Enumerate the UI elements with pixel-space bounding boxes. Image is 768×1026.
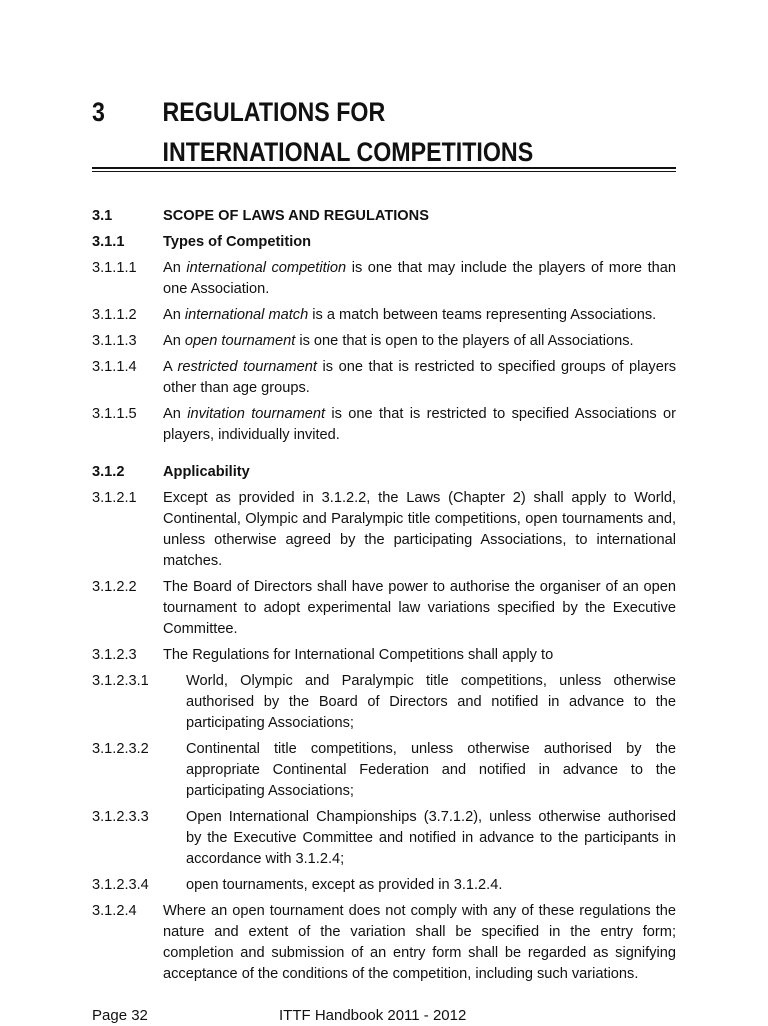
regulation-text [163,357,676,399]
regulation-text [163,258,676,300]
regulation-text: Types of Competition [163,234,312,250]
handbook-title: ITTF Handbook 2011 - 2012 [279,1007,467,1024]
regulation-item [92,875,676,896]
page-number: Page 32 [92,1007,148,1024]
regulation-text [163,404,676,446]
chapter-title-line-1: REGULATIONS FOR [162,97,386,127]
regulation-number: 3.1.2.3.2 [92,741,149,757]
regulation-item [92,645,676,666]
regulation-text: SCOPE OF LAWS AND REGULATIONS [163,208,429,224]
heading-rule-thin [92,171,676,172]
regulation-number: 3.1.1.3 [92,333,137,349]
defined-term: open tournament [184,333,296,349]
regulation-item [92,488,676,572]
defined-term: invitation tournament [187,406,326,422]
regulation-number: 3.1.2.3 [92,647,137,663]
regulation-text: The Regulations for International Competitions shall apply to [163,647,554,663]
defined-term: international competition [186,260,347,276]
chapter-number: 3 [92,97,105,127]
regulation-text: Applicability [163,464,250,480]
chapter-title [163,92,765,172]
regulation-item [92,901,676,985]
regulation-number: 3.1.2.3.4 [92,877,149,893]
regulation-text [163,305,676,326]
regulation-number: 3.1.2.3.3 [92,809,149,825]
heading-rule-thick [92,167,676,169]
regulations-body [92,206,676,990]
regulation-item [92,671,676,734]
regulation-number: 3.1.1.4 [92,359,137,375]
regulation-text-rest: is one that is restricted to specified Associations or players, individually invited. [163,406,677,443]
regulation-number: 3.1.1.5 [92,406,137,422]
regulation-text: The Board of Directors shall have power to authorise the organiser of an open tournament to adopt experimental law variations specified by the Executive Committee. [163,579,676,637]
regulation-item [92,305,676,326]
regulation-number: 3.1 [92,208,113,224]
regulation-text-rest: is one that is open to the players of all Associations. [295,333,634,349]
regulation-number: 3.1.2.1 [92,490,137,506]
regulation-text-rest: is a match between teams representing Associations. [308,307,657,323]
regulation-text: World, Olympic and Paralympic title competitions, unless otherwise authorised by the Board of Directors and notified in advance to the participating Associations; [186,673,676,731]
regulation-text-lead: A [163,359,178,375]
regulation-text: open tournaments, except as provided in 3.1.2.4. [186,877,503,893]
regulation-item [92,807,676,870]
defined-term: restricted tournament [177,359,317,375]
regulation-number: 3.1.1 [92,234,125,250]
regulation-item [92,739,676,802]
regulation-number: 3.1.2.3.1 [92,673,149,689]
defined-term: international match [184,307,309,323]
regulation-number: 3.1.2.4 [92,903,137,919]
regulation-item [92,577,676,640]
regulation-text-lead: An [163,307,185,323]
regulation-item [92,357,676,399]
regulation-number: 3.1.2 [92,464,125,480]
regulation-text [163,331,676,352]
regulation-item [92,258,676,300]
regulation-item [92,206,676,227]
regulation-text-lead: An [163,260,187,276]
regulation-text-rest: is one that may include the players of more than one Association. [163,260,677,297]
chapter-title-line-2: INTERNATIONAL COMPETITIONS [162,137,534,167]
regulation-text: Except as provided in 3.1.2.2, the Laws (Chapter 2) shall apply to World, Continental, Olympic and Paralympic title competitions, open tournaments and, unless otherwise agreed by the participating Associations, to international matches. [163,490,676,569]
regulation-text-lead: An [163,333,185,349]
regulation-item [92,232,676,253]
regulation-text-lead: An [163,406,188,422]
regulation-item [92,404,676,446]
regulation-item [92,462,676,483]
regulation-text: Where an open tournament does not comply with any of these regulations the nature and extent of the variation shall be specified in the entry form; completion and submission of an entry form shall be regarded as signifying acceptance of the conditions of the competition, including such variations. [163,903,676,982]
regulation-text: Open International Championships (3.7.1.2), unless otherwise authorised by the Executive Committee and notified in advance to the participants in accordance with 3.1.2.4; [186,809,676,867]
regulation-item [92,331,676,352]
regulation-number: 3.1.1.1 [92,260,137,276]
regulation-number: 3.1.2.2 [92,579,137,595]
regulation-text: Continental title competitions, unless otherwise authorised by the appropriate Continental Federation and notified in advance to the participating Associations; [186,741,676,799]
regulation-text-rest: is one that is restricted to specified groups of players other than age groups. [163,359,677,396]
regulation-number: 3.1.1.2 [92,307,137,323]
